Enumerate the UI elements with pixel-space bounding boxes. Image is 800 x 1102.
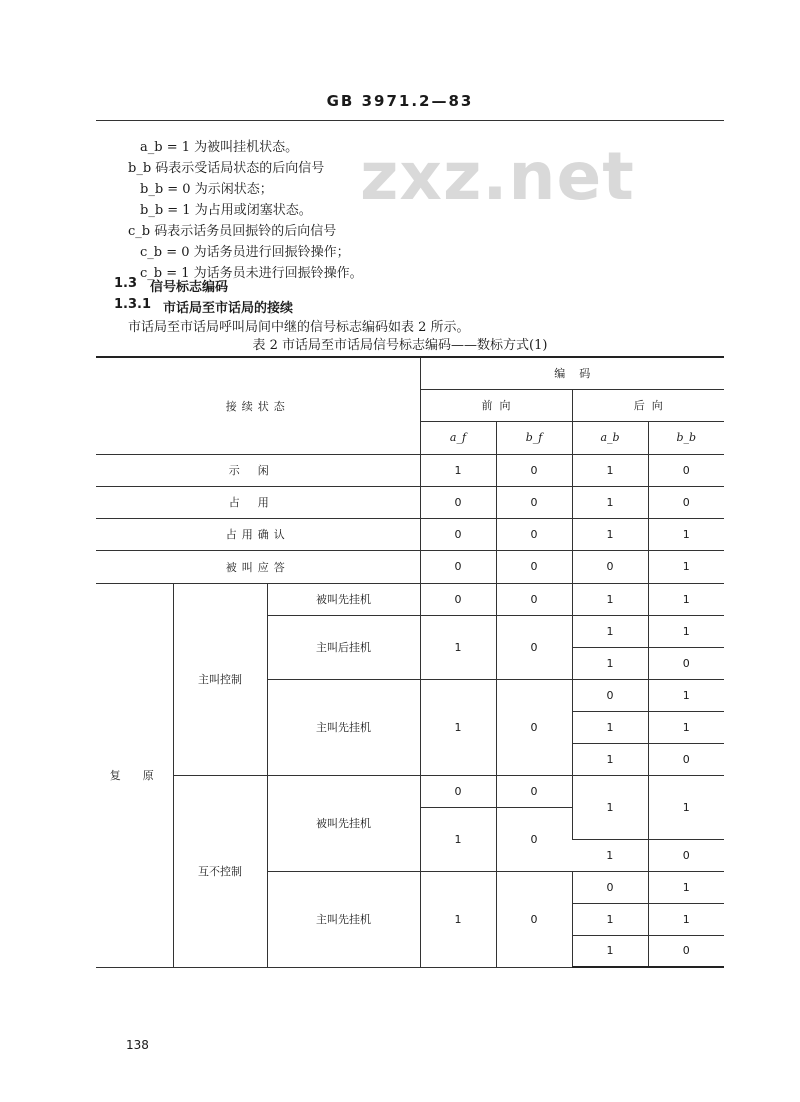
line-cb-1: c_b = 1 为话务员未进行回振铃操作。	[140, 266, 363, 281]
cell: 0	[648, 839, 724, 871]
row-label-calling-first-mn: 主叫先挂机	[267, 871, 420, 967]
row-label-seize-ack: 占用确认	[96, 518, 420, 550]
cell: 0	[496, 679, 572, 775]
watermark: zxz.net	[360, 138, 635, 215]
cell: 0	[420, 550, 496, 583]
cell: 1	[648, 775, 724, 839]
cell: 1	[648, 615, 724, 647]
cell: 1	[572, 903, 648, 935]
cell: 1	[420, 871, 496, 967]
cell: 0	[572, 679, 648, 711]
cell: 1	[572, 486, 648, 518]
cell: 1	[572, 775, 648, 839]
header-af: a_f	[420, 421, 496, 454]
cell: 0	[648, 647, 724, 679]
line-bb-1: b_b = 1 为占用或闭塞状态。	[140, 203, 312, 218]
cell: 1	[572, 743, 648, 775]
cell: 1	[648, 679, 724, 711]
cell: 1	[572, 518, 648, 550]
cell: 1	[648, 583, 724, 615]
row-label-release: 复 原	[96, 583, 173, 967]
line-cb-0: c_b = 0 为话务员进行回振铃操作；	[140, 245, 350, 260]
cell: 0	[572, 550, 648, 583]
section-1-3-title: 信号标志编码	[150, 280, 229, 295]
cell: 1	[648, 518, 724, 550]
cell: 0	[496, 518, 572, 550]
row-label-calling-after: 主叫后挂机	[267, 615, 420, 679]
cell: 0	[496, 550, 572, 583]
cell: 0	[496, 454, 572, 486]
row-label-calling-control: 主叫控制	[173, 583, 267, 775]
section-1-3-1-title: 市话局至市话局的接续	[163, 301, 294, 316]
cell: 0	[572, 871, 648, 903]
page-number: 138	[126, 1038, 149, 1052]
cell: 1	[572, 454, 648, 486]
line-cb-def: c_b 码表示话务员回振铃的后向信号	[128, 224, 337, 239]
cell: 1	[572, 711, 648, 743]
cell: 1	[420, 615, 496, 679]
cell: 0	[420, 518, 496, 550]
row-label-answer: 被叫应答	[96, 550, 420, 583]
cell: 0	[420, 583, 496, 615]
signal-coding-table	[96, 356, 724, 968]
row-label-mutual-no-control: 互不控制	[173, 775, 267, 967]
header-bf: b_f	[496, 421, 572, 454]
cell: 1	[420, 454, 496, 486]
cell: 1	[572, 647, 648, 679]
cell: 0	[496, 615, 572, 679]
line-ab-1: a_b = 1 为被叫挂机状态。	[140, 140, 299, 155]
header-connection-state: 接续状态	[96, 357, 420, 454]
line-bb-def: b_b 码表示受话局状态的后向信号	[128, 161, 325, 176]
cell: 1	[420, 807, 496, 871]
table-caption: 表 2 市话局至市话局信号标志编码——数标方式(1)	[252, 338, 548, 353]
row-label-calling-first: 主叫先挂机	[267, 679, 420, 775]
cell: 1	[648, 871, 724, 903]
cell: 1	[648, 711, 724, 743]
standard-code-header: GB 3971.2—83	[326, 92, 474, 110]
row-label-idle: 示闲	[96, 454, 420, 486]
cell: 0	[648, 935, 724, 967]
row-label-seize: 占用	[96, 486, 420, 518]
cell: 1	[648, 903, 724, 935]
header-backward: 后 向	[572, 389, 724, 421]
cell: 1	[572, 935, 648, 967]
cell: 1	[572, 839, 648, 871]
cell: 1	[420, 679, 496, 775]
cell: 0	[648, 486, 724, 518]
header-coding: 编 码	[420, 357, 724, 389]
header-ab: a_b	[572, 421, 648, 454]
cell: 1	[572, 583, 648, 615]
cell: 0	[496, 583, 572, 615]
cell: 0	[420, 486, 496, 518]
header-rule	[96, 120, 724, 121]
cell: 0	[496, 775, 572, 807]
cell: 1	[648, 550, 724, 583]
cell: 0	[648, 743, 724, 775]
header-forward: 前 向	[420, 389, 572, 421]
row-label-called-first-mn: 被叫先挂机	[267, 775, 420, 871]
line-bb-0: b_b = 0 为示闲状态；	[140, 182, 273, 197]
header-bb: b_b	[648, 421, 724, 454]
row-label-called-first: 被叫先挂机	[267, 583, 420, 615]
cell: 0	[496, 486, 572, 518]
section-paragraph: 市话局至市话局呼叫局间中继的信号标志编码如表 2 所示。	[128, 320, 470, 335]
cell: 0	[648, 454, 724, 486]
cell: 0	[496, 807, 572, 871]
cell: 1	[572, 615, 648, 647]
section-1-3-number: 1.3	[114, 276, 138, 291]
cell: 0	[420, 775, 496, 807]
section-1-3-1-number: 1.3.1	[114, 297, 152, 312]
cell: 0	[496, 871, 572, 967]
